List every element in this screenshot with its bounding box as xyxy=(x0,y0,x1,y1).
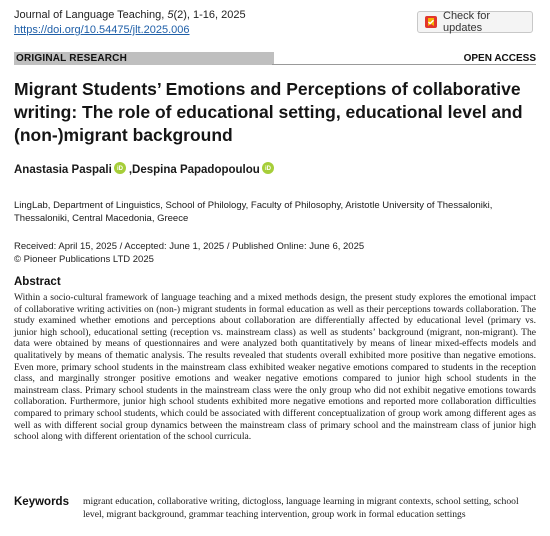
doi-link[interactable]: https://doi.org/10.54475/jlt.2025.006 xyxy=(14,24,190,36)
check-for-updates-icon xyxy=(424,15,438,29)
journal-citation xyxy=(14,9,246,21)
check-for-updates-button[interactable] xyxy=(417,11,533,33)
section-label: ORIGINAL RESEARCH xyxy=(14,52,274,65)
author-name[interactable]: Anastasia Paspali xyxy=(14,164,112,176)
svg-text:iD: iD xyxy=(116,166,123,173)
orcid-icon[interactable] xyxy=(114,162,126,174)
author-list xyxy=(14,162,277,178)
journal-name: Journal of Language Teaching, xyxy=(14,9,168,21)
author-name[interactable]: Despina Papadopoulou xyxy=(132,164,260,176)
journal-volume: 5 xyxy=(167,9,174,21)
publication-dates xyxy=(14,240,364,266)
section-divider xyxy=(272,64,536,65)
abstract-text: Within a socio-cultural framework of language teaching and a mixed methods design, the present study explores the emotional impact of collaborative writing activities on (non-) migrant students in formal education as well as their perceptions towards collaboration. The study examined whether emotions and perceptions about collaboration are differentially affected by educational level (primary vs. junior high school), educational setting (reception vs. mainstream class) as well as students’ background (migrant, non-migrant). The data were obtained by means of questionnaires and were analyzed both quantitatively by means of linear mixed-effects models and qualitatively by means of thematic analysis. The results revealed that students overall exhibited more positive than negative emotions. Even more, primary school students in the mainstream class exhibited weaker negative emotions compared to students in the reception class, and marginally stronger positive emotions and weaker negative emotions compared to junior high school students in the mainstream class. Primary school students in the mainstream class were the only group who did not exhibit negative emotions towards collaboration. Furthermore, junior high school students exhibited more negative emotions and reported more collaboration difficulties compared to primary school students, which could be associated with different conceptualization of group work among different ages as well as with different social group dynamics between the mainstream class of primary school and the mainstream class of junior high school along with different orientation of the school curricula. xyxy=(14,292,536,443)
orcid-icon[interactable] xyxy=(262,162,274,174)
open-access-label: OPEN ACCESS xyxy=(463,53,536,64)
dates-line: Received: April 15, 2025 / Accepted: June 1, 2025 / Published Online: June 6, 2025 xyxy=(14,241,365,252)
article-title: Migrant Students’ Emotions and Perceptions of collaborative writing: The role of educational setting, educational level and (non-)migrant background xyxy=(14,79,523,145)
check-for-updates-label: Check for updates xyxy=(443,10,491,34)
affiliation: LingLab, Department of Linguistics, School of Philology, Faculty of Philosophy, Aristotle University of Thessaloniki, Thessaloniki, Central Macedonia, Greece xyxy=(14,200,493,224)
copyright-line: © Pioneer Publications LTD 2025 xyxy=(14,254,154,265)
svg-text:iD: iD xyxy=(264,166,271,173)
abstract-heading: Abstract xyxy=(14,276,61,288)
journal-issue-pages: (2), 1-16, 2025 xyxy=(173,9,246,21)
keywords-text: migrant education, collaborative writing, dictogloss, language learning in migrant contexts, school setting, school level, migrant background, grammar teaching intervention, group work in formal education settings xyxy=(83,496,519,520)
keywords-heading: Keywords xyxy=(14,496,69,508)
author-separator: , xyxy=(128,164,133,176)
